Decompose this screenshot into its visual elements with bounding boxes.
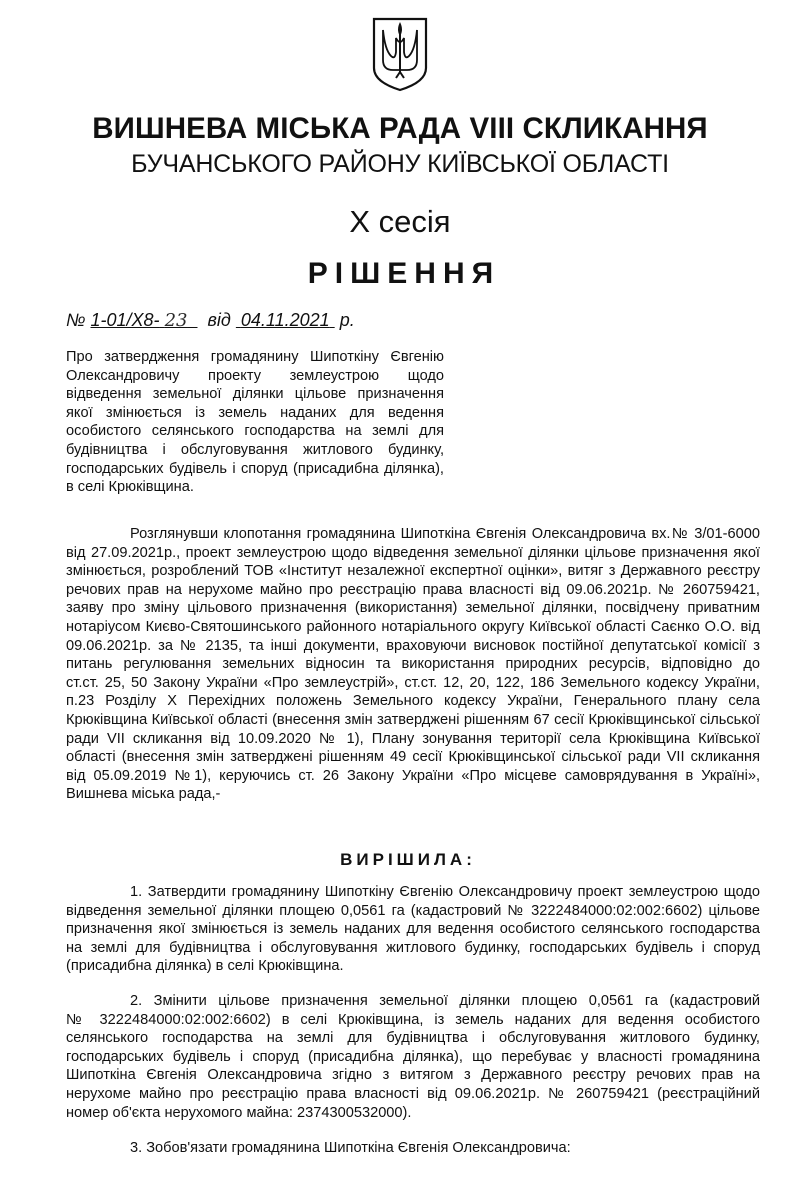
preamble-line: змінюється, розроблений ТОВ «Інститут незалежної експертної оцінки», витяг з Державного реєстру bbox=[66, 563, 760, 580]
preamble-line: ради VII скликання від 10.09.2020 № 1), Плану зонування території села Крюківщина Київської bbox=[66, 730, 760, 747]
preamble-line: від 27.09.2021р., проект землеустрою щодо відведення земельної ділянки цільове призначення якої bbox=[66, 544, 760, 561]
preamble-line: заяву про зміну цільового призначення (використання) земельної ділянки, посвідчену приватним bbox=[66, 600, 760, 617]
item-line: господарських будівель і споруд (присадибна ділянка), що перебуває у власності громадянина bbox=[66, 1048, 760, 1065]
subject-line: особистого селянського господарства на землі для bbox=[66, 423, 444, 440]
subject-line: будівництва і обслуговування житлового будинку, bbox=[66, 441, 444, 458]
date-suffix: р. bbox=[339, 310, 355, 330]
item-line: Шипоткіна Євгенія Олександровича згідно з витягом з Державного реєстру речових прав на bbox=[66, 1067, 760, 1084]
subject-line: господарських будівель і споруд (присадибна ділянка), bbox=[66, 460, 444, 477]
preamble-line: п.23 Розділу Х Перехідних положень Земельного кодексу України, Генерального плану села bbox=[66, 693, 760, 710]
number-prefix: № bbox=[66, 310, 86, 330]
preamble-paragraph bbox=[66, 525, 760, 804]
subject-line: відведення земельної ділянки цільове призначення bbox=[66, 386, 444, 403]
item-line: 1. Затвердити громадянину Шипоткіну Євгенію Олександровичу проект землеустрою щодо bbox=[130, 884, 760, 900]
decision-title: РІШЕННЯ bbox=[307, 257, 501, 290]
district-name: БУЧАНСЬКОГО РАЙОНУ КИЇВСЬКОЇ ОБЛАСТІ bbox=[131, 150, 669, 178]
coat-of-arms-icon bbox=[371, 16, 429, 92]
subject-line: Про затвердження громадянину Шипоткіну Євгенію bbox=[66, 349, 444, 365]
preamble-line: області (внесення змін затверджені рішенням 49 сесії Крюківщинської сільської ради VII скликання bbox=[66, 749, 760, 766]
item-line: селянського господарства на землі для будівництва і обслуговування житлового будинку, bbox=[66, 1030, 760, 1047]
item-line: (присадибна ділянка) в селі Крюківщина. bbox=[66, 958, 344, 975]
preamble-line: від 05.09.2019 №1), керуючись ст. 26 Закону України «Про місцеве самоврядування в Україні», bbox=[66, 767, 760, 784]
item-line: на землі для будівництва і обслуговування житлового будинку, господарських будівель і споруд bbox=[66, 939, 760, 956]
item-line: нерухоме майно про реєстрацію права власності від 09.06.2021р. № 260759421 (реєстраційний bbox=[66, 1085, 760, 1102]
decision-number-value: 1-01/Х8- bbox=[90, 310, 160, 330]
decision-date bbox=[236, 310, 335, 330]
preamble-line: речових прав на нерухоме майно про реєстрацію права власності від 09.06.2021р. № 260759421, bbox=[66, 581, 760, 598]
item-line: відведення земельної ділянки площею 0,0561 га (кадастровий № 3222484000:02:002:6602) цільове bbox=[66, 902, 760, 919]
preamble-line: 09.06.2021р. за № 2135, та інші документи, враховуючи висновок постійної депутатської комісії з bbox=[66, 637, 760, 654]
preamble-line: Розглянувши клопотання громадянина Шипоткіна Євгенія Олександровича вх.№ 3/01-6000 bbox=[130, 526, 760, 542]
session-title: Х сесія bbox=[349, 204, 451, 239]
decision-date-value: 04.11.2021 bbox=[240, 310, 330, 330]
decision-subject bbox=[66, 348, 444, 497]
preamble-line: ст.ст. 25, 50 Закону України «Про землеустрій», ст.ст. 12, 20, 122, 186 Земельного кодексу України, bbox=[66, 674, 760, 691]
decision-number-line bbox=[66, 307, 355, 334]
subject-line: в селі Крюківщина. bbox=[66, 479, 194, 496]
resolved-heading: ВИРІШИЛА: bbox=[340, 850, 476, 869]
subject-line: якої змінюється із земель наданих для ведення bbox=[66, 404, 444, 421]
council-name: ВИШНЕВА МІСЬКА РАДА VIII СКЛИКАННЯ bbox=[92, 112, 708, 145]
decision-item-1 bbox=[66, 883, 760, 976]
date-prefix: від bbox=[207, 310, 231, 330]
decision-item-2 bbox=[66, 992, 760, 1122]
preamble-line: Крюківщина Київської області (внесення змін затверджені рішенням 67 сесії Крюківщинської сільської bbox=[66, 711, 760, 728]
subject-line: Олександровичу проекту землеустрою щодо bbox=[66, 367, 444, 384]
decision-item-3: 3. Зобов'язати громадянина Шипоткіна Євгенія Олександровича: bbox=[130, 1140, 571, 1156]
preamble-line: питань регулювання земельних відносин та використання природних ресурсів, відповідно до bbox=[66, 656, 760, 673]
item-line: номер об'єкта нерухомого майна: 2374300532000). bbox=[66, 1104, 412, 1121]
decision-number bbox=[91, 310, 198, 330]
preamble-line: Вишнева міська рада,- bbox=[66, 786, 221, 803]
item-line: призначення якої змінюється із земель наданих для ведення особистого селянського господарства bbox=[66, 921, 760, 938]
item-line: 2. Змінити цільове призначення земельної ділянки площею 0,0561 га (кадастровий bbox=[130, 993, 760, 1009]
item-line: № 3222484000:02:002:6602) в селі Крюківщина, із земель наданих для ведення особистого bbox=[66, 1011, 760, 1028]
decision-number-handwritten: 23 bbox=[164, 310, 188, 331]
preamble-line: нотаріусом Києво-Святошинського районного нотаріального округу Київської області Саєнко О.О. від bbox=[66, 618, 760, 635]
